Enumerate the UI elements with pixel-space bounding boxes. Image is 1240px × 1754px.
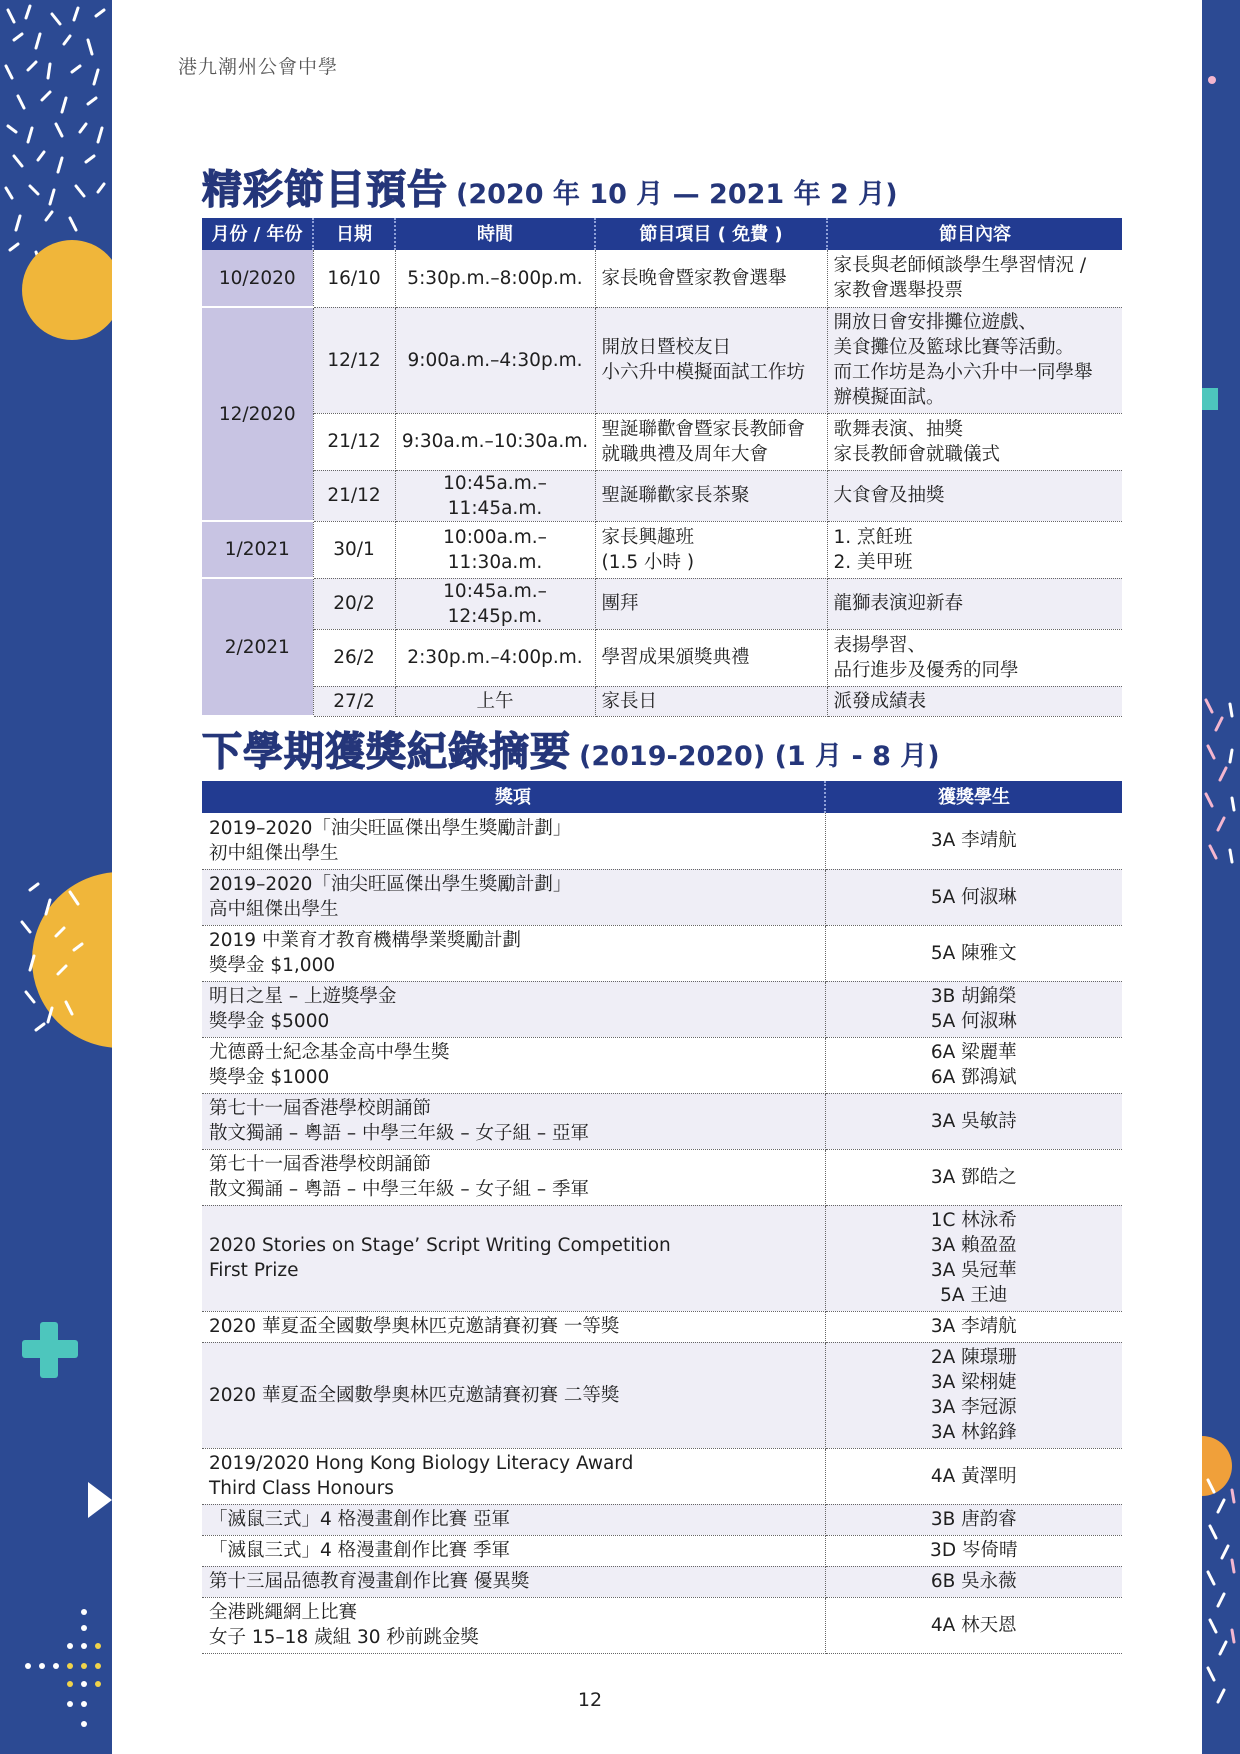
award-line: 2020 華夏盃全國數學奧林匹克邀請賽初賽 一等獎 xyxy=(209,1316,620,1337)
award-cell xyxy=(202,1448,825,1504)
winner-line: 3A 李靖航 xyxy=(930,1316,1017,1337)
table-row xyxy=(202,413,1122,470)
content-line: 表揚學習、 xyxy=(833,634,927,656)
winner-line: 3B 唐韵睿 xyxy=(930,1509,1017,1530)
time-cell: 9:30a.m.–10:30a.m. xyxy=(395,413,595,470)
table-row xyxy=(202,1093,1122,1149)
item-cell xyxy=(595,578,827,629)
award-cell xyxy=(202,1535,825,1566)
yellow-half-circle-shape xyxy=(0,870,112,1050)
winner-cell xyxy=(825,1597,1122,1653)
table-row xyxy=(202,1205,1122,1311)
winner-cell xyxy=(825,1566,1122,1597)
item-cell xyxy=(595,521,827,578)
events-subtitle: (2020 年 10 月 — 2021 年 2 月) xyxy=(456,179,898,210)
right-decorative-band xyxy=(1202,0,1240,1754)
winner-line: 5A 何淑琳 xyxy=(930,1011,1017,1032)
content-cell xyxy=(827,629,1122,686)
winner-cell xyxy=(825,1342,1122,1448)
column-header: 月份 / 年份 xyxy=(202,218,313,250)
winner-line: 5A 陳雅文 xyxy=(930,942,1017,964)
winner-cell xyxy=(825,1504,1122,1535)
table-row xyxy=(202,1504,1122,1535)
award-line: 女子 15–18 歲組 30 秒前跳金獎 xyxy=(209,1627,479,1648)
time-cell: 9:00a.m.–4:30p.m. xyxy=(395,307,595,413)
item-line: 團拜 xyxy=(601,593,639,614)
content-cell xyxy=(827,686,1122,716)
column-header: 節目內容 xyxy=(827,218,1122,250)
winner-cell xyxy=(825,1149,1122,1205)
item-cell xyxy=(595,413,827,470)
winner-line: 6B 吳永薇 xyxy=(930,1571,1017,1592)
award-line: 高中組傑出學生 xyxy=(209,899,339,920)
winner-line: 5A 王迪 xyxy=(940,1285,1008,1306)
item-line: (1.5 小時 ) xyxy=(601,551,695,573)
column-header: 獎項 xyxy=(202,781,825,813)
date-cell: 26/2 xyxy=(313,629,395,686)
date-cell: 20/2 xyxy=(313,578,395,629)
award-cell xyxy=(202,1149,825,1205)
award-line: 「滅鼠三式」4 格漫畫創作比賽 季軍 xyxy=(209,1540,511,1561)
month-cell: 1/2021 xyxy=(202,521,313,578)
white-triangle-shape xyxy=(84,1478,112,1528)
winner-cell xyxy=(825,981,1122,1037)
award-cell xyxy=(202,1037,825,1093)
award-line: 獎學金 $5000 xyxy=(209,1011,330,1032)
content-line: 美食攤位及籃球比賽等活動。 xyxy=(833,337,1075,358)
item-cell xyxy=(595,470,827,521)
winner-cell xyxy=(825,1311,1122,1342)
winner-line: 6A 鄧鴻斌 xyxy=(930,1067,1017,1088)
content-line: 家教會選舉投票 xyxy=(833,280,964,302)
award-line: 第七十一屆香港學校朗誦節 xyxy=(209,1154,432,1175)
award-cell xyxy=(202,1311,825,1342)
events-title: 精彩節目預告 xyxy=(202,167,448,213)
award-line: 散文獨誦 – 粵語 – 中學三年級 – 女子組 – 季軍 xyxy=(209,1179,590,1200)
confetti-pattern-right-upper xyxy=(1202,690,1240,890)
events-table-header xyxy=(202,218,1122,250)
award-cell xyxy=(202,925,825,981)
winner-line: 5A 何淑琳 xyxy=(930,886,1017,908)
item-line: 聖誕聯歡家長茶聚 xyxy=(601,485,750,506)
table-row xyxy=(202,1037,1122,1093)
table-row xyxy=(202,925,1122,981)
award-line: 2020 Stories on Stage’ Script Writing Competition xyxy=(209,1235,671,1256)
table-row xyxy=(202,521,1122,578)
table-row xyxy=(202,578,1122,629)
award-line: 2019–2020「油尖旺區傑出學生獎勵計劃」 xyxy=(209,874,572,895)
column-header: 日期 xyxy=(313,218,395,250)
winner-cell xyxy=(825,813,1122,869)
table-row xyxy=(202,813,1122,869)
winner-cell xyxy=(825,1535,1122,1566)
table-row xyxy=(202,1535,1122,1566)
content-line: 派發成績表 xyxy=(833,690,927,712)
content-line: 1. 烹飪班 xyxy=(833,526,913,548)
table-row xyxy=(202,981,1122,1037)
time-cell: 5:30p.m.–8:00p.m. xyxy=(395,250,595,307)
awards-title: 下學期獲獎紀錄摘要 xyxy=(202,729,571,775)
time-cell: 10:45a.m.–11:45a.m. xyxy=(395,470,595,521)
dot-grid-pattern xyxy=(0,1600,112,1750)
winner-line: 3A 吳敏詩 xyxy=(930,1110,1017,1132)
content-line: 歌舞表演、抽獎 xyxy=(833,418,964,440)
table-row xyxy=(202,1597,1122,1653)
award-line: 全港跳繩網上比賽 xyxy=(209,1602,358,1623)
content-cell xyxy=(827,578,1122,629)
month-cell: 10/2020 xyxy=(202,250,313,307)
award-line: 明日之星 – 上遊獎學金 xyxy=(209,986,397,1007)
item-cell xyxy=(595,629,827,686)
table-row xyxy=(202,1149,1122,1205)
time-cell: 10:00a.m.–11:30a.m. xyxy=(395,521,595,578)
awards-table-header xyxy=(202,781,1122,813)
winner-line: 3D 岑倚晴 xyxy=(930,1540,1018,1561)
item-line: 家長晚會暨家教會選舉 xyxy=(601,267,787,289)
yellow-circle-shape xyxy=(0,240,112,350)
award-line: 第七十一屆香港學校朗誦節 xyxy=(209,1098,432,1119)
winner-cell xyxy=(825,1037,1122,1093)
column-header: 獲獎學生 xyxy=(825,781,1122,813)
winner-line: 3A 賴盈盈 xyxy=(930,1235,1017,1256)
confetti-pattern-right-lower xyxy=(1202,1460,1240,1740)
month-cell: 12/2020 xyxy=(202,307,313,521)
winner-line: 6A 梁麗華 xyxy=(930,1042,1017,1063)
winner-line: 2A 陳璟珊 xyxy=(930,1347,1017,1368)
events-table xyxy=(202,218,1122,717)
award-line: 第十三屆品德教育漫畫創作比賽 優異獎 xyxy=(209,1571,530,1592)
table-row xyxy=(202,869,1122,925)
awards-subtitle: (2019-2020) (1 月 - 8 月) xyxy=(579,741,940,772)
award-cell xyxy=(202,813,825,869)
content-line: 龍獅表演迎新春 xyxy=(833,593,964,614)
award-line: 2020 華夏盃全國數學奧林匹克邀請賽初賽 二等獎 xyxy=(209,1384,620,1406)
left-decorative-band xyxy=(0,0,112,1754)
award-line: 初中組傑出學生 xyxy=(209,842,339,864)
teal-square-shape xyxy=(1202,386,1240,416)
award-cell xyxy=(202,1342,825,1448)
winner-line: 4A 林天恩 xyxy=(930,1614,1017,1636)
award-cell xyxy=(202,869,825,925)
teal-plus-shape xyxy=(20,1320,90,1390)
item-line: 小六升中模擬面試工作坊 xyxy=(601,362,806,383)
pink-dot-shape xyxy=(1202,66,1240,96)
award-cell xyxy=(202,1566,825,1597)
date-cell: 12/12 xyxy=(313,307,395,413)
month-cell: 2/2021 xyxy=(202,578,313,716)
content-line: 辦模擬面試。 xyxy=(833,387,945,408)
awards-table xyxy=(202,781,1122,1654)
award-line: Third Class Honours xyxy=(209,1478,394,1499)
item-cell xyxy=(595,307,827,413)
date-cell: 21/12 xyxy=(313,413,395,470)
winner-cell xyxy=(825,1448,1122,1504)
content-line: 開放日會安排攤位遊戲、 xyxy=(833,312,1038,333)
time-cell: 上午 xyxy=(395,686,595,716)
winner-line: 3A 吳冠華 xyxy=(930,1260,1017,1281)
content-cell xyxy=(827,413,1122,470)
winner-line: 3A 林銘鋒 xyxy=(930,1422,1017,1443)
content-line: 品行進步及優秀的同學 xyxy=(833,659,1019,681)
award-line: 2019/2020 Hong Kong Biology Literacy Award xyxy=(209,1453,634,1474)
table-row xyxy=(202,250,1122,307)
column-header: 時間 xyxy=(395,218,595,250)
winner-line: 3A 李冠源 xyxy=(930,1397,1017,1418)
page-number: 12 xyxy=(577,1689,603,1711)
winner-line: 1C 林泳希 xyxy=(930,1210,1017,1231)
content-cell xyxy=(827,470,1122,521)
events-section-title xyxy=(202,158,898,215)
winner-line: 3A 鄧皓之 xyxy=(930,1166,1017,1188)
table-row xyxy=(202,629,1122,686)
time-cell: 10:45a.m.–12:45p.m. xyxy=(395,578,595,629)
award-line: 尤德爵士紀念基金高中學生獎 xyxy=(209,1042,450,1063)
table-row xyxy=(202,686,1122,716)
table-row xyxy=(202,1448,1122,1504)
content-cell xyxy=(827,521,1122,578)
content-line: 家長與老師傾談學生學習情況 / xyxy=(833,255,1087,277)
content-line: 大食會及抽獎 xyxy=(833,485,945,506)
date-cell: 21/12 xyxy=(313,470,395,521)
winner-line: 3A 李靖航 xyxy=(930,830,1017,852)
award-line: First Prize xyxy=(209,1260,299,1281)
item-cell xyxy=(595,686,827,716)
winner-line: 4A 黃澤明 xyxy=(930,1465,1017,1487)
item-line: 就職典禮及周年大會 xyxy=(601,443,769,465)
table-row xyxy=(202,1311,1122,1342)
item-line: 聖誕聯歡會暨家長教師會 xyxy=(601,418,806,440)
winner-cell xyxy=(825,925,1122,981)
content-line: 家長教師會就職儀式 xyxy=(833,443,1001,465)
item-cell xyxy=(595,250,827,307)
table-row xyxy=(202,1566,1122,1597)
awards-section-title xyxy=(202,720,940,777)
award-line: 散文獨誦 – 粵語 – 中學三年級 – 女子組 – 亞軍 xyxy=(209,1123,590,1144)
award-cell xyxy=(202,1093,825,1149)
winner-cell xyxy=(825,1205,1122,1311)
content-cell xyxy=(827,307,1122,413)
table-row xyxy=(202,307,1122,413)
content-line: 而工作坊是為小六升中一同學舉 xyxy=(833,362,1093,383)
award-cell xyxy=(202,1504,825,1535)
award-line: 2019 中業育才教育機構學業獎勵計劃 xyxy=(209,930,521,951)
column-header: 節目項目 ( 免費 ) xyxy=(595,218,827,250)
award-cell xyxy=(202,1205,825,1311)
winner-line: 3B 胡錦榮 xyxy=(930,986,1017,1007)
date-cell: 27/2 xyxy=(313,686,395,716)
table-row xyxy=(202,1342,1122,1448)
school-name: 港九潮州公會中學 xyxy=(178,56,339,78)
award-line: 「滅鼠三式」4 格漫畫創作比賽 亞軍 xyxy=(209,1509,511,1530)
content-line: 2. 美甲班 xyxy=(833,551,913,573)
award-cell xyxy=(202,1597,825,1653)
award-line: 2019–2020「油尖旺區傑出學生獎勵計劃」 xyxy=(209,817,572,839)
winner-line: 3A 梁栩婕 xyxy=(930,1372,1017,1393)
item-line: 家長日 xyxy=(601,690,658,712)
award-cell xyxy=(202,981,825,1037)
time-cell: 2:30p.m.–4:00p.m. xyxy=(395,629,595,686)
item-line: 家長興趣班 xyxy=(601,526,695,548)
table-row xyxy=(202,470,1122,521)
content-cell xyxy=(827,250,1122,307)
date-cell: 16/10 xyxy=(313,250,395,307)
winner-cell xyxy=(825,1093,1122,1149)
item-line: 開放日暨校友日 xyxy=(601,337,732,358)
award-line: 獎學金 $1,000 xyxy=(209,955,336,976)
winner-cell xyxy=(825,869,1122,925)
item-line: 學習成果頒獎典禮 xyxy=(601,647,750,668)
award-line: 獎學金 $1000 xyxy=(209,1067,330,1088)
date-cell: 30/1 xyxy=(313,521,395,578)
